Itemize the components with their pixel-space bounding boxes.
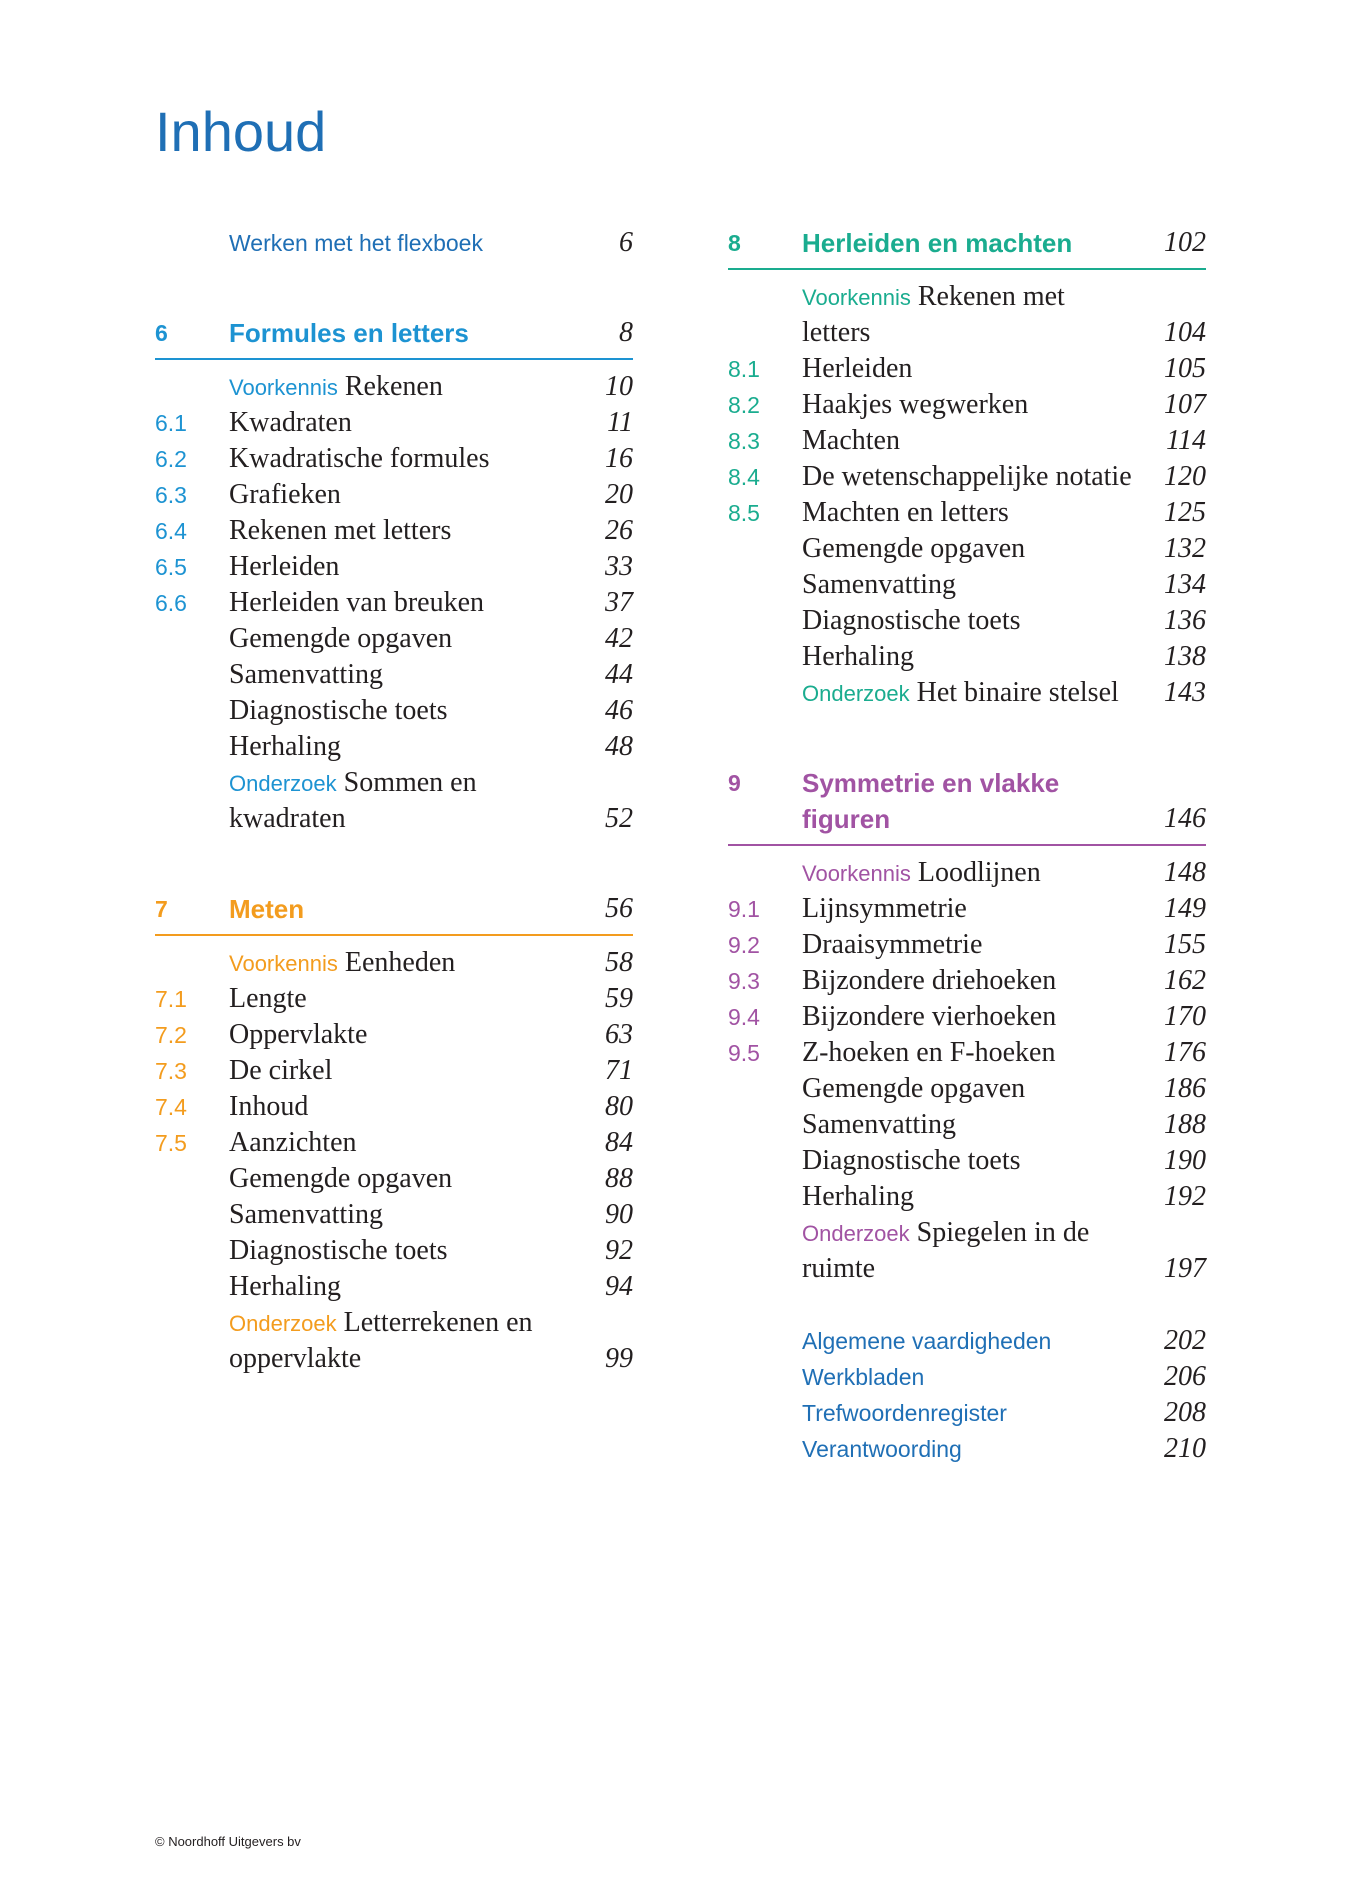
section-label: Bijzondere driehoeken xyxy=(802,965,1057,996)
section-page: 188 xyxy=(1164,1109,1206,1140)
section-label: Samenvatting xyxy=(229,659,383,690)
ch9-voorkennis-page: 148 xyxy=(1164,857,1206,888)
section-page: 37 xyxy=(605,587,633,618)
appendix-page: 208 xyxy=(1164,1397,1206,1428)
ch9-voorkennis-text: Loodlijnen xyxy=(917,857,1041,888)
chapter-8-number: 8 xyxy=(728,230,741,256)
chapter-9-page: 146 xyxy=(1164,803,1206,834)
section-page: 134 xyxy=(1164,569,1206,600)
appendix-page: 202 xyxy=(1164,1325,1206,1356)
section-page: 114 xyxy=(1166,425,1206,456)
ch6-voorkennis-text: Rekenen xyxy=(344,371,443,402)
section-page: 120 xyxy=(1164,461,1206,492)
section-label: Gemengde opgaven xyxy=(802,1073,1026,1104)
toc-row[interactable] xyxy=(728,1072,1206,1106)
ch7-onderzoek-page: 99 xyxy=(605,1343,633,1374)
toc-row[interactable] xyxy=(155,658,633,692)
section-label: Rekenen met letters xyxy=(229,515,452,546)
section-label: Lijnsymmetrie xyxy=(802,893,967,924)
section-page: 186 xyxy=(1164,1073,1206,1104)
section-label: Herhaling xyxy=(229,731,341,762)
ch8-voorkennis-page: 104 xyxy=(1164,317,1206,348)
section-page: 11 xyxy=(607,407,633,438)
section-page: 138 xyxy=(1164,641,1206,672)
ch9-onderzoek-row-2[interactable] xyxy=(728,1252,1206,1286)
section-page: 80 xyxy=(605,1091,633,1122)
section-label: Samenvatting xyxy=(802,569,956,600)
section-page: 46 xyxy=(605,695,633,726)
section-label: Herhaling xyxy=(229,1271,341,1302)
toc-row[interactable] xyxy=(728,604,1206,638)
chapter-9-title-2: figuren xyxy=(802,804,891,834)
section-label: Oppervlakte xyxy=(229,1019,368,1050)
toc-row[interactable] xyxy=(155,1270,633,1304)
chapter-7-page: 56 xyxy=(605,893,633,924)
section-label: Samenvatting xyxy=(802,1109,956,1140)
section-number: 8.2 xyxy=(728,392,760,418)
chapter-9-heading[interactable] xyxy=(728,766,1206,800)
section-number: 9.1 xyxy=(728,896,760,922)
ch7-onderzoek-row-2[interactable] xyxy=(155,1342,633,1376)
appendix-row[interactable] xyxy=(728,1360,1206,1394)
section-label: De wetenschappelijke notatie xyxy=(802,461,1132,492)
toc-row[interactable] xyxy=(728,928,1206,962)
section-page: 107 xyxy=(1164,389,1206,420)
section-page: 59 xyxy=(605,983,633,1014)
ch6-onderzoek xyxy=(229,766,477,801)
ch6-voorkennis-page: 10 xyxy=(605,371,633,402)
section-page: 155 xyxy=(1164,929,1206,960)
ch7-voorkennis xyxy=(229,946,455,981)
toc-row[interactable] xyxy=(728,424,1206,458)
ch8-voorkennis xyxy=(802,280,1065,315)
section-page: 42 xyxy=(605,623,633,654)
ch8-onderzoek-row[interactable] xyxy=(728,676,1206,710)
toc-row[interactable] xyxy=(155,694,633,728)
section-number: 7.4 xyxy=(155,1094,187,1120)
ch7-voorkennis-page: 58 xyxy=(605,947,633,978)
section-page: 88 xyxy=(605,1163,633,1194)
section-label: Kwadratische formules xyxy=(229,443,490,474)
section-page: 90 xyxy=(605,1199,633,1230)
section-number: 8.4 xyxy=(728,464,760,490)
onderzoek-keyword: Onderzoek xyxy=(802,681,910,706)
ch9-voorkennis xyxy=(802,856,1041,891)
ch6-voorkennis-row[interactable] xyxy=(155,370,633,404)
toc-row[interactable] xyxy=(728,964,1206,998)
ch7-onderzoek-text: Letterrekenen en xyxy=(343,1307,533,1338)
chapter-9-heading-2[interactable] xyxy=(728,802,1206,836)
section-number: 6.5 xyxy=(155,554,187,580)
chapter-9-title: Symmetrie en vlakke xyxy=(802,768,1060,798)
section-label: Gemengde opgaven xyxy=(802,533,1026,564)
toc-row[interactable] xyxy=(155,1162,633,1196)
onderzoek-keyword: Onderzoek xyxy=(229,1311,337,1336)
ch6-onderzoek-text-2: kwadraten xyxy=(229,803,346,834)
section-label: Z-hoeken en F-hoeken xyxy=(802,1037,1056,1068)
toc-row[interactable] xyxy=(728,388,1206,422)
section-page: 176 xyxy=(1164,1037,1206,1068)
toc-row[interactable] xyxy=(155,586,633,620)
chapter-6-rule xyxy=(155,358,633,360)
section-page: 71 xyxy=(605,1055,633,1086)
ch8-onderzoek xyxy=(802,676,1119,711)
section-label: Herleiden xyxy=(229,551,340,582)
section-number: 6.1 xyxy=(155,410,187,436)
voorkennis-keyword: Voorkennis xyxy=(229,375,338,400)
toc-row[interactable] xyxy=(155,478,633,512)
appendix-label: Werkbladen xyxy=(802,1364,925,1390)
ch6-voorkennis xyxy=(229,370,443,405)
ch9-onderzoek-page: 197 xyxy=(1164,1253,1206,1284)
toc-row[interactable] xyxy=(155,1126,633,1160)
section-page: 48 xyxy=(605,731,633,762)
ch9-voorkennis-row[interactable] xyxy=(728,856,1206,890)
ch9-onderzoek-row[interactable] xyxy=(728,1216,1206,1250)
appendix-row[interactable] xyxy=(728,1432,1206,1466)
section-page: 105 xyxy=(1164,353,1206,384)
toc-row[interactable] xyxy=(155,730,633,764)
voorkennis-keyword: Voorkennis xyxy=(802,861,911,886)
ch8-voorkennis-text: Rekenen met xyxy=(917,281,1065,312)
section-page: 162 xyxy=(1164,965,1206,996)
section-label: Gemengde opgaven xyxy=(229,1163,453,1194)
ch7-voorkennis-row[interactable] xyxy=(155,946,633,980)
toc-row[interactable] xyxy=(728,1144,1206,1178)
section-label: Diagnostische toets xyxy=(229,1235,448,1266)
toc-row[interactable] xyxy=(728,640,1206,674)
section-label: Draaisymmetrie xyxy=(802,929,983,960)
section-label: Grafieken xyxy=(229,479,341,510)
page-title: Inhoud xyxy=(155,100,327,163)
ch9-onderzoek xyxy=(802,1216,1089,1251)
section-page: 170 xyxy=(1164,1001,1206,1032)
appendix-row[interactable] xyxy=(728,1324,1206,1358)
section-page: 26 xyxy=(605,515,633,546)
chapter-7-rule xyxy=(155,934,633,936)
section-page: 63 xyxy=(605,1019,633,1050)
section-label: Diagnostische toets xyxy=(802,605,1021,636)
section-page: 190 xyxy=(1164,1145,1206,1176)
chapter-6-page: 8 xyxy=(619,317,633,348)
section-label: Kwadraten xyxy=(229,407,352,438)
section-page: 136 xyxy=(1164,605,1206,636)
section-page: 16 xyxy=(605,443,633,474)
toc-row[interactable] xyxy=(728,1180,1206,1214)
toc-row[interactable] xyxy=(728,1108,1206,1142)
section-number: 7.2 xyxy=(155,1022,187,1048)
intro-label: Werken met het flexboek xyxy=(229,230,483,256)
section-page: 192 xyxy=(1164,1181,1206,1212)
toc-row[interactable] xyxy=(728,892,1206,926)
chapter-8-rule xyxy=(728,268,1206,270)
section-page: 149 xyxy=(1164,893,1206,924)
intro-page: 6 xyxy=(619,227,633,258)
toc-row[interactable] xyxy=(728,1036,1206,1070)
section-number: 9.5 xyxy=(728,1040,760,1066)
ch8-voorkennis-row[interactable] xyxy=(728,280,1206,314)
ch8-voorkennis-row-2[interactable] xyxy=(728,316,1206,350)
section-label: Diagnostische toets xyxy=(802,1145,1021,1176)
toc-row[interactable] xyxy=(155,982,633,1016)
section-page: 84 xyxy=(605,1127,633,1158)
section-number: 9.3 xyxy=(728,968,760,994)
section-number: 6.4 xyxy=(155,518,187,544)
ch6-onderzoek-text: Sommen en xyxy=(343,767,477,798)
section-page: 92 xyxy=(605,1235,633,1266)
section-number: 8.5 xyxy=(728,500,760,526)
ch6-onderzoek-page: 52 xyxy=(605,803,633,834)
toc-row[interactable] xyxy=(155,1018,633,1052)
section-label: Inhoud xyxy=(229,1091,309,1122)
section-number: 9.2 xyxy=(728,932,760,958)
section-number: 6.2 xyxy=(155,446,187,472)
section-page: 94 xyxy=(605,1271,633,1302)
ch7-onderzoek-text-2: oppervlakte xyxy=(229,1343,362,1374)
appendix-label: Trefwoordenregister xyxy=(802,1400,1007,1426)
chapter-9-rule xyxy=(728,844,1206,846)
section-page: 125 xyxy=(1164,497,1206,528)
section-label: Herhaling xyxy=(802,641,914,672)
toc-row[interactable] xyxy=(728,460,1206,494)
section-label: Herhaling xyxy=(802,1181,914,1212)
ch8-voorkennis-text-2: letters xyxy=(802,317,871,348)
section-number: 8.3 xyxy=(728,428,760,454)
chapter-8-heading[interactable] xyxy=(728,226,1206,260)
section-number: 9.4 xyxy=(728,1004,760,1030)
ch9-onderzoek-text: Spiegelen in de xyxy=(916,1217,1090,1248)
appendix-label: Algemene vaardigheden xyxy=(802,1328,1052,1354)
toc-row[interactable] xyxy=(728,496,1206,530)
section-number: 8.1 xyxy=(728,356,760,382)
chapter-7-title: Meten xyxy=(229,894,305,924)
section-number: 6.6 xyxy=(155,590,187,616)
toc-row[interactable] xyxy=(155,622,633,656)
voorkennis-keyword: Voorkennis xyxy=(229,951,338,976)
onderzoek-keyword: Onderzoek xyxy=(802,1221,910,1246)
appendix-page: 206 xyxy=(1164,1361,1206,1392)
onderzoek-keyword: Onderzoek xyxy=(229,771,337,796)
voorkennis-keyword: Voorkennis xyxy=(802,285,911,310)
section-label: Machten xyxy=(802,425,900,456)
ch8-onderzoek-text: Het binaire stelsel xyxy=(916,677,1119,708)
chapter-6-heading[interactable] xyxy=(155,316,633,350)
section-label: Herleiden van breuken xyxy=(229,587,484,618)
section-number: 7.3 xyxy=(155,1058,187,1084)
section-label: Haakjes wegwerken xyxy=(802,389,1029,420)
section-number: 6.3 xyxy=(155,482,187,508)
chapter-7-number: 7 xyxy=(155,896,168,922)
section-label: Bijzondere vierhoeken xyxy=(802,1001,1057,1032)
ch8-onderzoek-page: 143 xyxy=(1164,677,1206,708)
chapter-7-heading[interactable] xyxy=(155,892,633,926)
toc-row[interactable] xyxy=(728,352,1206,386)
section-label: Aanzichten xyxy=(229,1127,357,1158)
chapter-6-number: 6 xyxy=(155,320,168,346)
toc-row[interactable] xyxy=(155,550,633,584)
chapter-8-page: 102 xyxy=(1164,227,1206,258)
toc-row[interactable] xyxy=(728,568,1206,602)
chapter-8-title: Herleiden en machten xyxy=(802,228,1073,258)
ch9-onderzoek-text-2: ruimte xyxy=(802,1253,876,1284)
toc-row[interactable] xyxy=(155,1234,633,1268)
toc-row[interactable] xyxy=(728,1000,1206,1034)
appendix-label: Verantwoording xyxy=(802,1436,962,1462)
ch7-onderzoek-row[interactable] xyxy=(155,1306,633,1340)
section-number: 7.5 xyxy=(155,1130,187,1156)
section-label: Herleiden xyxy=(802,353,913,384)
section-page: 33 xyxy=(605,551,633,582)
ch7-voorkennis-text: Eenheden xyxy=(344,947,456,978)
section-page: 44 xyxy=(605,659,633,690)
appendix-row[interactable] xyxy=(728,1396,1206,1430)
toc-row[interactable] xyxy=(155,406,633,440)
section-label: De cirkel xyxy=(229,1055,333,1086)
ch6-onderzoek-row[interactable] xyxy=(155,766,633,800)
chapter-9-number: 9 xyxy=(728,770,741,796)
ch6-onderzoek-row-2[interactable] xyxy=(155,802,633,836)
toc-row[interactable] xyxy=(728,532,1206,566)
section-label: Samenvatting xyxy=(229,1199,383,1230)
section-label: Diagnostische toets xyxy=(229,695,448,726)
toc-row[interactable] xyxy=(155,1090,633,1124)
chapter-6-title: Formules en letters xyxy=(229,318,469,348)
section-number: 7.1 xyxy=(155,986,187,1012)
section-label: Lengte xyxy=(229,983,307,1014)
section-label: Machten en letters xyxy=(802,497,1009,528)
section-page: 132 xyxy=(1164,533,1206,564)
section-page: 20 xyxy=(605,479,633,510)
toc-row[interactable] xyxy=(155,1198,633,1232)
section-label: Gemengde opgaven xyxy=(229,623,453,654)
toc-row[interactable] xyxy=(155,514,633,548)
copyright-footer: © Noordhoff Uitgevers bv xyxy=(155,1834,301,1849)
toc-row[interactable] xyxy=(155,1054,633,1088)
appendix-page: 210 xyxy=(1164,1433,1206,1464)
toc-row[interactable] xyxy=(155,442,633,476)
toc-intro-row[interactable] xyxy=(155,226,633,260)
ch7-onderzoek xyxy=(229,1306,533,1341)
